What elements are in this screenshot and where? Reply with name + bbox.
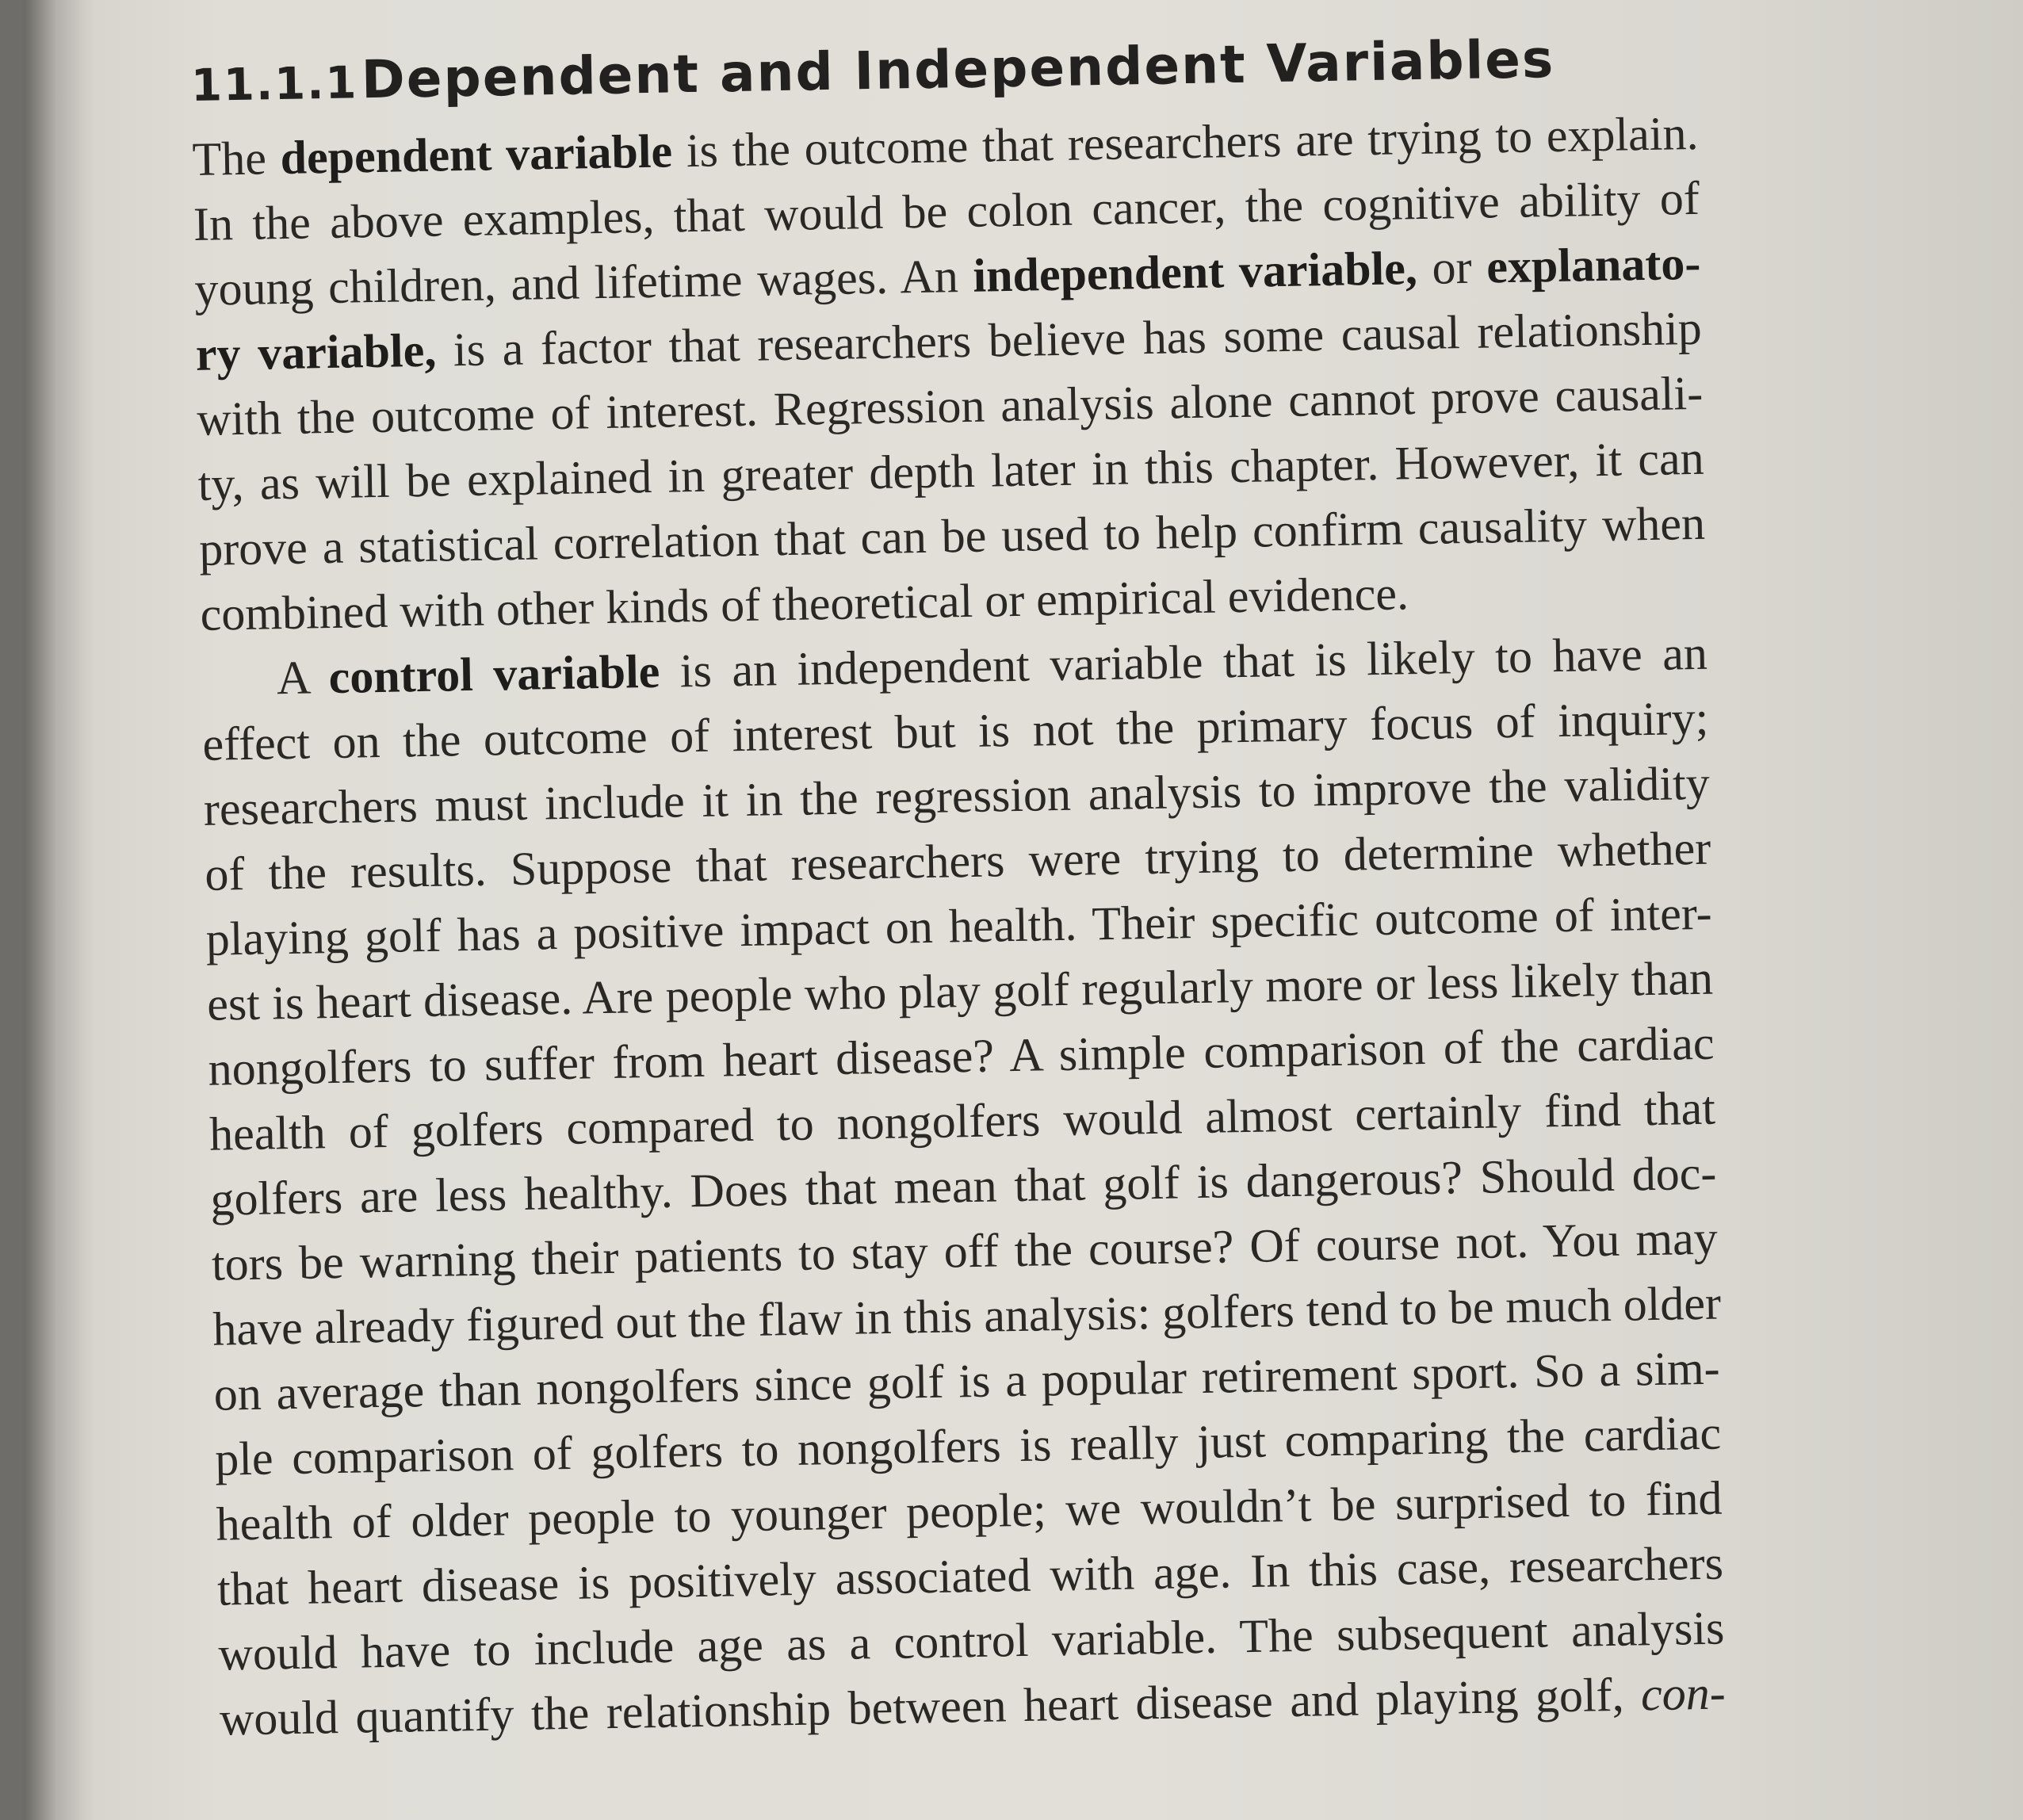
page-content bbox=[190, 13, 1726, 1752]
text-segment: effect on the outcome of interest but is not the primary focus of inquiry; bbox=[201, 691, 1709, 770]
text-segment: with the outcome of interest. Regression analysis alone cannot prove causali- bbox=[196, 366, 1704, 445]
text-segment: nongolfers to suffer from heart disease? A simple comparison of the cardiac bbox=[208, 1016, 1715, 1095]
bold-term: dependent variable bbox=[280, 124, 673, 185]
text-segment: golfers are less healthy. Does that mean that golf is dangerous? Should doc- bbox=[209, 1146, 1717, 1225]
text-segment: health of older people to younger people; we wouldn’t be surprised to find bbox=[216, 1471, 1723, 1550]
text-segment: The bbox=[192, 132, 281, 185]
book-page bbox=[24, 0, 2023, 1820]
text-segment: have already figured out the flaw in this analysis: golfers tend to be much older bbox=[212, 1276, 1722, 1355]
section-number: 11.1.1 bbox=[190, 57, 358, 112]
text-segment: playing golf has a positive impact on health. Their specific outcome of inter- bbox=[205, 886, 1713, 965]
bold-term: control variable bbox=[328, 644, 660, 704]
page-gutter-shadow bbox=[24, 0, 95, 1820]
text-segment: is a factor that researchers believe has some causal relationship bbox=[435, 301, 1703, 377]
text-segment: researchers must include it in the regression analysis to improve the validity bbox=[203, 756, 1711, 835]
text-segment: combined with other kinds of theoretical or empirical evidence. bbox=[200, 567, 1409, 640]
text-segment: tors be warning their patients to stay off the course? Of course not. You may bbox=[211, 1211, 1719, 1290]
bold-term: explanato- bbox=[1486, 236, 1701, 293]
text-segment: prove a statistical correlation that can be used to help confirm causality when bbox=[198, 496, 1706, 575]
paragraph-control-variable bbox=[201, 621, 1726, 1752]
text-segment: ty, as will be explained in greater depth later in this chapter. However, it can bbox=[197, 431, 1705, 510]
text-segment: that heart disease is positively associated with age. In this case, researchers bbox=[216, 1536, 1724, 1615]
text-segment: or bbox=[1417, 240, 1487, 295]
text-segment: of the results. Suppose that researchers were trying to determine whether bbox=[204, 821, 1711, 900]
bold-term: independent variable, bbox=[972, 242, 1418, 302]
text-segment: would quantify the relationship between heart disease and playing golf, bbox=[219, 1668, 1642, 1745]
text-segment: on average than nongolfers since golf is a popular retirement sport. So a sim- bbox=[213, 1341, 1721, 1420]
text-segment: A bbox=[276, 651, 330, 705]
text-segment: health of golfers compared to nongolfers would almost certainly find that bbox=[208, 1081, 1716, 1160]
text-segment: is an independent variable that is likely to have an bbox=[659, 626, 1708, 698]
italic-text: con- bbox=[1640, 1666, 1727, 1721]
bold-term: ry variable, bbox=[195, 323, 437, 380]
section-title: Dependent and Independent Variables bbox=[361, 28, 1555, 111]
text-segment: ple comparison of golfers to nongolfers is really just comparing the cardiac bbox=[214, 1406, 1722, 1485]
text-segment: In the above examples, that would be colon cancer, the cognitive ability of bbox=[193, 171, 1700, 250]
paragraph-dependent-variables bbox=[192, 101, 1707, 647]
text-segment: young children, and lifetime wages. An bbox=[193, 249, 974, 315]
text-segment: est is heart disease. Are people who play golf regularly more or less likely than bbox=[206, 951, 1714, 1030]
text-segment: is the outcome that researchers are trying to explain. bbox=[671, 106, 1699, 178]
text-segment: would have to include age as a control variable. The subsequent analysis bbox=[217, 1601, 1725, 1680]
